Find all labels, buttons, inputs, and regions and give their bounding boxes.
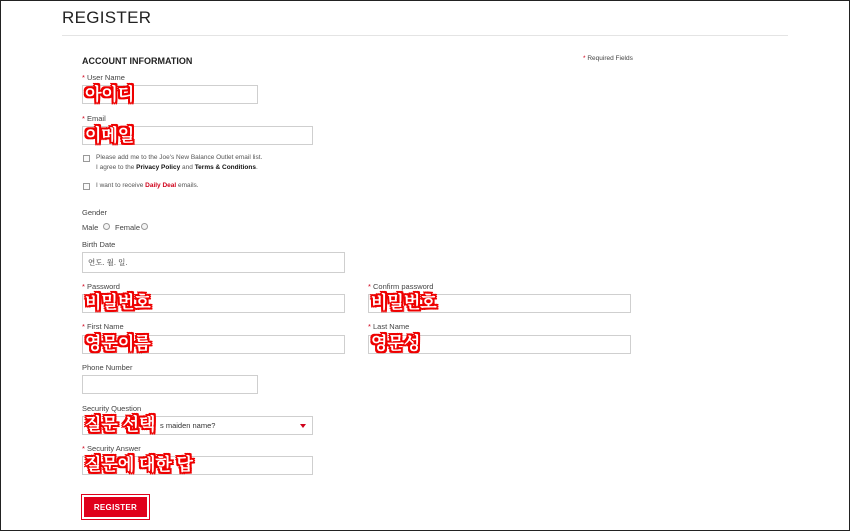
username-annotation: 아이디 — [85, 85, 135, 104]
privacy-policy-link[interactable]: Privacy Policy — [136, 164, 181, 171]
newsletter-text: Please add me to the Joe's New Balance Outlet email list. I agree to the Privacy Policy and Terms & Conditions. — [96, 154, 263, 171]
username-label: * User Name — [82, 73, 125, 82]
gender-male-radio[interactable] — [103, 223, 110, 230]
security-answer-annotation: 질문에 대한 답 — [85, 455, 193, 474]
daily-deal-link[interactable]: Daily Deal — [145, 182, 177, 189]
birth-date-label: Birth Date — [82, 240, 116, 249]
first-name-annotation: 영문이름 — [85, 334, 151, 353]
birth-date-input[interactable]: 연도. 월. 일. — [82, 252, 345, 273]
gender-male-label: Male — [82, 223, 99, 232]
password-label: * Password — [82, 282, 120, 291]
confirm-password-annotation: 비밀번호 — [371, 293, 437, 312]
gender-female-label: Female — [115, 223, 141, 232]
security-answer-label: * Security Answer — [82, 444, 141, 453]
section-title: ACCOUNT INFORMATION — [82, 56, 193, 66]
email-label: * Email — [82, 114, 106, 123]
security-question-value: s maiden name? — [160, 421, 216, 430]
first-name-label: * First Name — [82, 322, 124, 331]
security-question-label: Security Question — [82, 404, 142, 413]
confirm-password-label: * Confirm password — [368, 282, 434, 291]
daily-deal-checkbox[interactable] — [83, 183, 90, 190]
gender-label: Gender — [82, 208, 108, 217]
email-annotation: 이메일 — [85, 126, 135, 145]
security-question-annotation: 질문 선택 — [85, 415, 156, 434]
daily-deal-text: I want to receive Daily Deal emails. — [96, 182, 199, 189]
page-title: REGISTER — [62, 8, 152, 27]
title-divider — [62, 35, 788, 36]
phone-label: Phone Number — [82, 363, 133, 372]
phone-input[interactable] — [82, 375, 258, 394]
terms-link[interactable]: Terms & Conditions — [194, 164, 256, 171]
register-button[interactable]: REGISTER — [82, 495, 149, 519]
last-name-label: * Last Name — [368, 322, 410, 331]
password-annotation: 비밀번호 — [85, 293, 151, 312]
last-name-annotation: 영문성 — [371, 334, 421, 353]
newsletter-checkbox[interactable] — [83, 155, 90, 162]
required-fields-note: * Required Fields — [583, 55, 633, 62]
chevron-down-icon[interactable] — [300, 424, 306, 428]
gender-female-radio[interactable] — [141, 223, 148, 230]
